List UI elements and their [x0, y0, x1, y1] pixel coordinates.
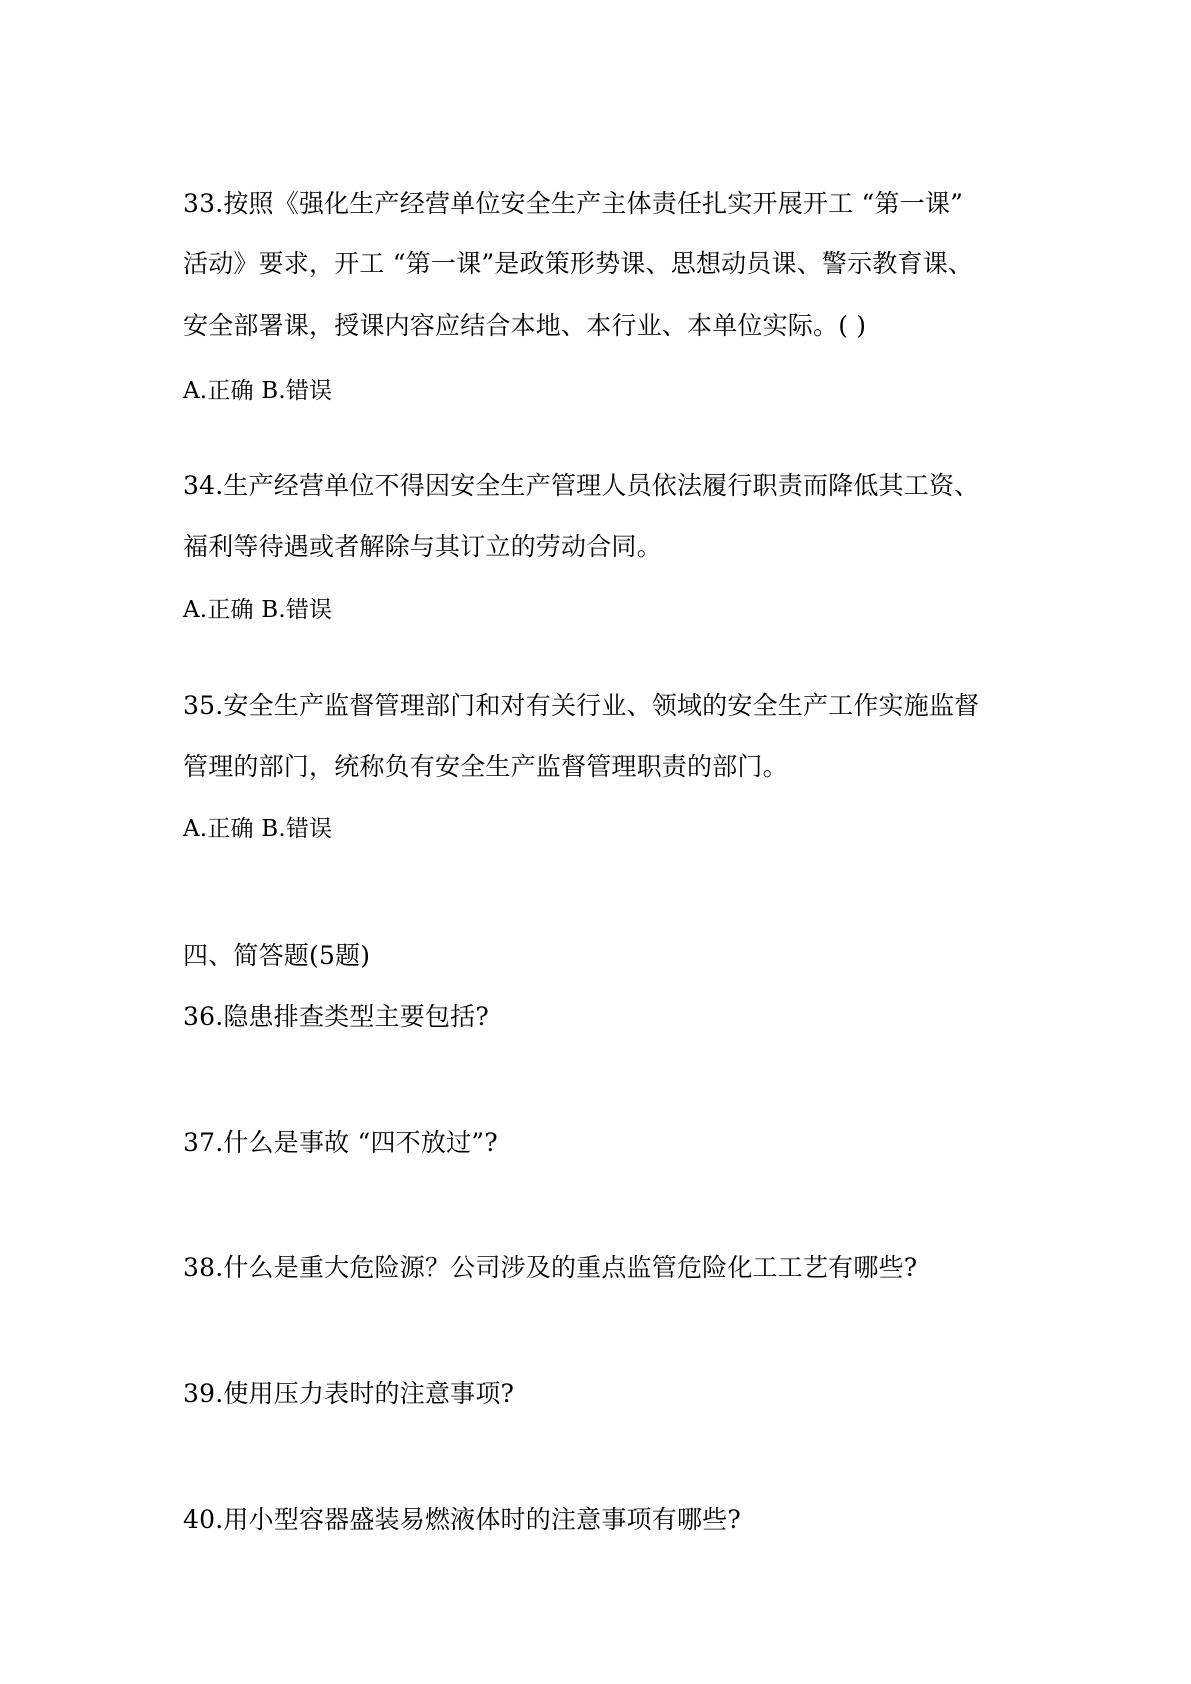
- q39-text: 39.使用压力表时的注意事项?: [183, 1379, 515, 1408]
- q33-line-1: 33.按照《强化生产经营单位安全生产主体责任扎实开展开工 “第一课”: [183, 189, 964, 218]
- q35-options: A.正确 B.错误: [183, 816, 333, 842]
- q34-line-2: 福利等待遇或者解除与其订立的劳动合同。: [183, 532, 662, 561]
- q35-line-1: 35.安全生产监督管理部门和对有关行业、领域的安全生产工作实施监督: [183, 691, 980, 720]
- q35-line-2: 管理的部门，统称负有安全生产监督管理职责的部门。: [183, 752, 788, 781]
- q36-text: 36.隐患排查类型主要包括?: [183, 1002, 489, 1031]
- q40-text: 40.用小型容器盛装易燃液体时的注意事项有哪些?: [183, 1505, 741, 1534]
- q37-text: 37.什么是事故 “四不放过”?: [183, 1128, 498, 1157]
- q34-line-1: 34.生产经营单位不得因安全生产管理人员依法履行职责而降低其工资、: [183, 471, 980, 500]
- q33-options: A.正确 B.错误: [183, 378, 333, 404]
- section-heading: 四、简答题(5题): [183, 941, 371, 970]
- q33-line-3: 安全部署课，授课内容应结合本地、本行业、本单位实际。( ): [183, 311, 867, 340]
- q33-line-2: 活动》要求，开工 “第一课”是政策形势课、思想动员课、警示教育课、: [183, 249, 974, 278]
- q34-options: A.正确 B.错误: [183, 597, 333, 623]
- q38-text: 38.什么是重大危险源？公司涉及的重点监管危险化工工艺有哪些?: [183, 1253, 918, 1282]
